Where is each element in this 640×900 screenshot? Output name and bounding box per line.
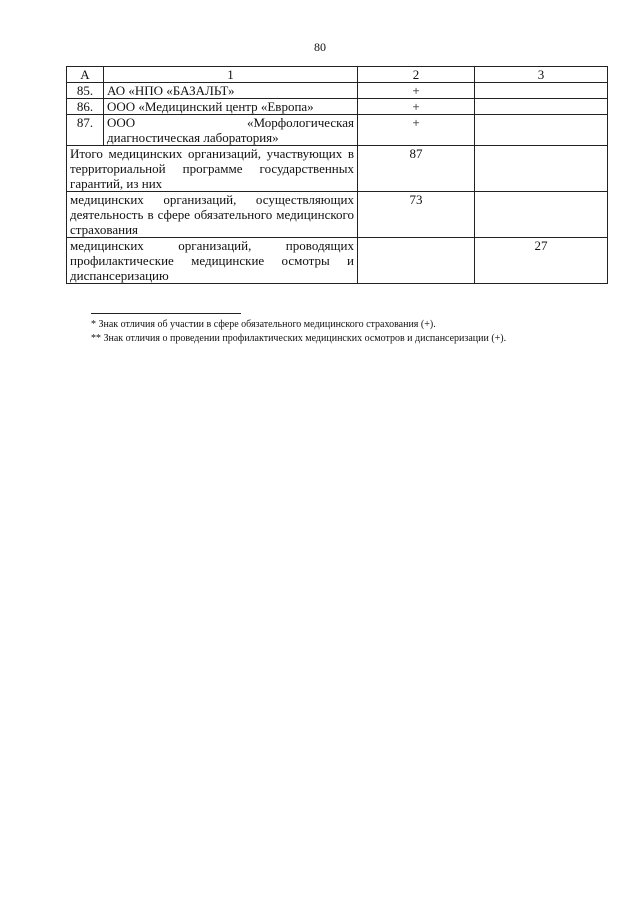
summary-row-checkups — [67, 238, 608, 284]
footnote-oms: * Знак отличия об участии в сфере обязательного медицинского страхования (+). — [91, 319, 436, 330]
checkup-mark — [475, 99, 608, 115]
page-number: 80 — [314, 40, 326, 54]
summary-value-col2: 87 — [358, 146, 475, 192]
summary-label: Итого медицинских организаций, участвующих в территориальной программе государственных гарантий, из них — [67, 146, 358, 192]
summary-label: медицинских организаций, осуществляющих деятельность в сфере обязательного медицинского страхования — [67, 192, 358, 238]
checkup-mark — [475, 115, 608, 146]
oms-mark: + — [358, 83, 475, 99]
org-name-part2: диагностическая лаборатория» — [107, 130, 279, 145]
oms-mark: + — [358, 99, 475, 115]
header-col-1: 1 — [104, 67, 358, 83]
table-header-row — [67, 67, 608, 83]
summary-value-col3 — [475, 192, 608, 238]
organization-name: ООО «Медицинский центр «Европа» — [104, 99, 358, 115]
table-row — [67, 115, 608, 146]
summary-value-col2: 73 — [358, 192, 475, 238]
row-number: 85. — [67, 83, 104, 99]
organization-name — [104, 115, 358, 146]
summary-row-oms — [67, 192, 608, 238]
summary-value-col2 — [358, 238, 475, 284]
summary-value-col3 — [475, 146, 608, 192]
org-name-part1: «Морфологическая — [246, 115, 354, 130]
org-form: ООО — [107, 115, 136, 130]
organizations-table — [66, 66, 608, 284]
footnote-divider — [91, 313, 241, 314]
footnotes — [91, 318, 591, 346]
checkup-mark — [475, 83, 608, 99]
organization-name-line1 — [107, 115, 354, 130]
table-row — [67, 99, 608, 115]
footnote-checkups: ** Знак отличия о проведении профилактических медицинских осмотров и диспансеризации (+). — [91, 333, 507, 344]
summary-value-col3: 27 — [475, 238, 608, 284]
header-col-a: А — [67, 67, 104, 83]
header-col-3: 3 — [475, 67, 608, 83]
row-number: 87. — [67, 115, 104, 146]
summary-row-total — [67, 146, 608, 192]
table-row — [67, 83, 608, 99]
organization-name: АО «НПО «БАЗАЛЬТ» — [104, 83, 358, 99]
oms-mark: + — [358, 115, 475, 146]
header-col-2: 2 — [358, 67, 475, 83]
row-number: 86. — [67, 99, 104, 115]
summary-label: медицинских организаций, проводящих профилактические медицинские осмотры и диспансеризацию — [67, 238, 358, 284]
